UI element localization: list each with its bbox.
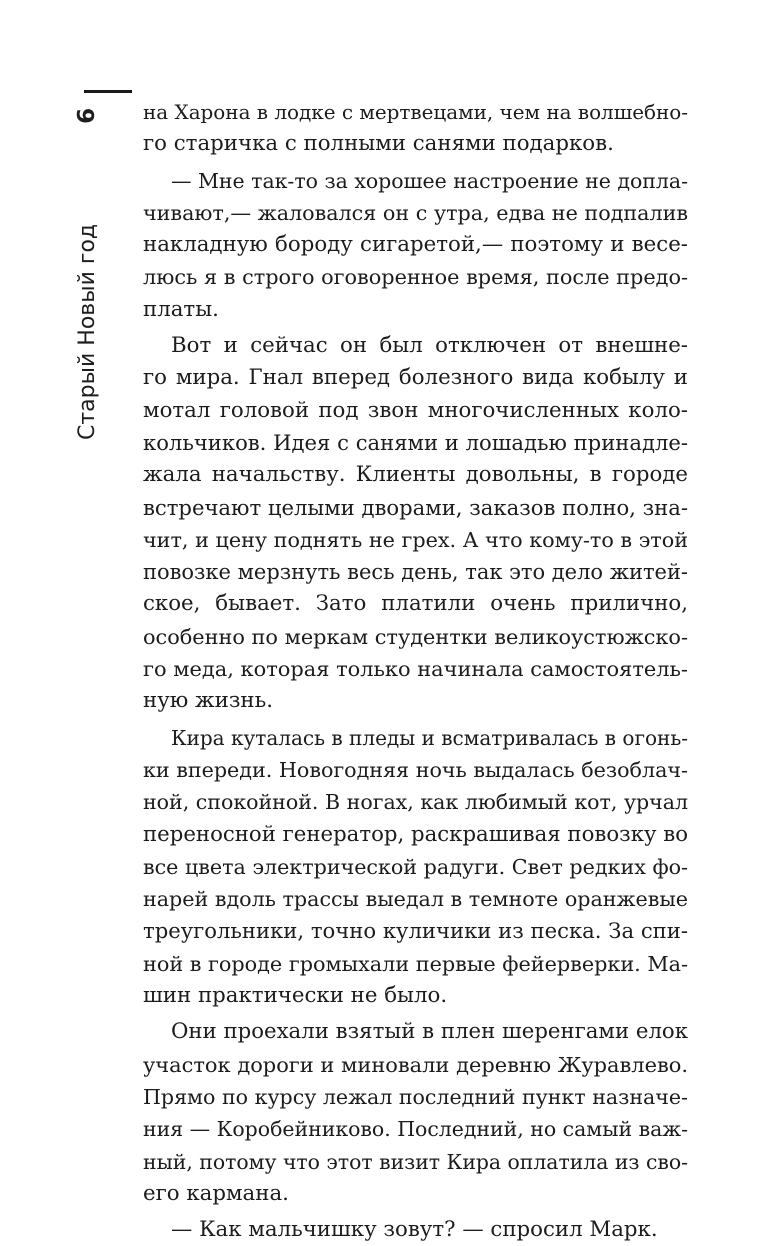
paragraph bbox=[143, 96, 688, 161]
running-head bbox=[74, 108, 100, 440]
text-line: его кармана. bbox=[143, 1180, 289, 1206]
text-line: переносной генератор, раскрашивая повозку во bbox=[143, 821, 689, 847]
text-line: жала начальству. Клиенты довольны, в городе bbox=[143, 462, 688, 488]
header-rule bbox=[84, 90, 132, 93]
text-line: ки впереди. Новогодняя ночь выдалась безоблач- bbox=[143, 757, 688, 782]
text-line: Они проехали взятый в плен шеренгами елок bbox=[171, 1019, 688, 1045]
paragraph bbox=[143, 165, 688, 326]
text-line: ный, потому что этот визит Кира оплатила из сво- bbox=[143, 1149, 688, 1174]
text-line: встречают целыми дворами, заказов полно, зна- bbox=[143, 494, 688, 520]
text-line: Вот и сейчас он был отключен от внешне- bbox=[171, 333, 688, 359]
text-line: люсь я в строго оговоренное время, после предо- bbox=[143, 265, 688, 290]
book-title: Старый Новый год bbox=[75, 223, 100, 440]
page-number: 6 bbox=[74, 107, 100, 124]
text-line: го мира. Гнал вперед болезного вида кобылу и bbox=[143, 365, 688, 391]
paragraph bbox=[143, 722, 688, 1013]
text-line: го старичка с полными санями подарков. bbox=[143, 131, 614, 157]
text-line: — Как мальчишку зовут? — спросил Марк. bbox=[171, 1217, 658, 1243]
text-line: ское, бывает. Зато платили очень прилично, bbox=[143, 591, 688, 617]
text-line: мотал головой под звон многочисленных коло- bbox=[143, 397, 688, 423]
text-line: кольчиков. Идея с санями и лошадью принадле- bbox=[143, 429, 688, 455]
body-text bbox=[143, 96, 688, 1246]
text-line: чивают,— жаловался он с утра, едва не подпалив bbox=[143, 200, 688, 225]
text-line: ной в городе громыхали первые фейерверки. Ма- bbox=[143, 951, 688, 976]
text-line: го меда, которая только начинала самостоятель- bbox=[143, 657, 688, 682]
text-line: участок дороги и миновали деревню Журавлево. bbox=[143, 1052, 688, 1077]
paragraph bbox=[143, 330, 688, 718]
text-line: Кира куталась в пледы и всматривалась в огонь- bbox=[171, 725, 688, 750]
paragraph bbox=[143, 1214, 688, 1246]
text-line: ную жизнь. bbox=[143, 688, 273, 714]
text-line: треугольники, точно куличики из песка. За спи- bbox=[143, 918, 688, 944]
text-line: на Харона в лодке с мертвецами, чем на волшебно- bbox=[143, 100, 688, 124]
text-line: все цвета электрической радуги. Свет редких фо- bbox=[143, 854, 688, 879]
text-line: особенно по меркам студентки великоустюжско- bbox=[143, 624, 688, 649]
text-line: — Мне так-то за хорошее настроение не допла- bbox=[171, 168, 688, 193]
text-line: чит, и цену поднять не грех. А что кому-то в этой bbox=[143, 527, 688, 552]
text-line: ной, спокойной. В ногах, как любимый кот, урчал bbox=[143, 790, 688, 815]
text-line: повозке мерзнуть весь день, так это дело житей- bbox=[143, 560, 688, 585]
text-line: накладную бороду сигаретой,— поэтому и весе- bbox=[143, 232, 688, 258]
text-line: ния — Коробейниково. Последний, но самый важ- bbox=[143, 1117, 688, 1142]
paragraph bbox=[143, 1016, 688, 1210]
text-line: платы. bbox=[143, 296, 219, 322]
text-line: шин практически не было. bbox=[143, 983, 448, 1009]
text-line: Прямо по курсу лежал последний пункт назначе- bbox=[143, 1084, 688, 1109]
text-line: нарей вдоль трассы выедал в темноте оранжевые bbox=[143, 887, 688, 912]
